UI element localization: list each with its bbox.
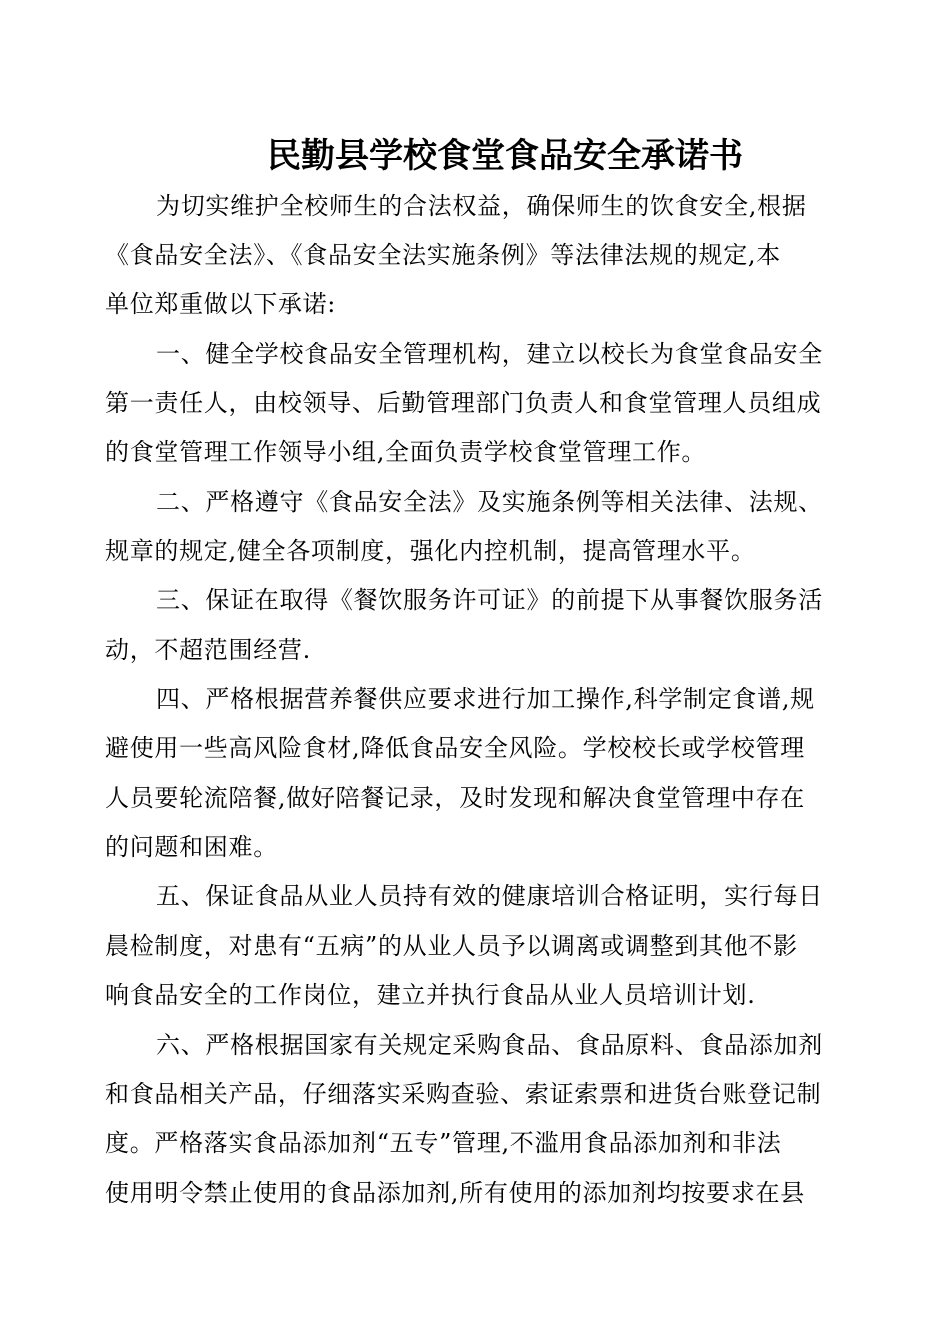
paragraph-line: 第一责任人，由校领导、后勤管理部门负责人和食堂管理人员组成 (105, 389, 822, 417)
paragraph-line: 五、保证食品从业人员持有效的健康培训合格证明，实行每日 (156, 882, 823, 910)
document-title: 民勤县学校食堂食品安全承诺书 (267, 136, 743, 176)
paragraph-line: 人员要轮流陪餐,做好陪餐记录，及时发现和解决食堂管理中存在 (105, 784, 805, 812)
paragraph-line: 避使用一些高风险食材,降低食品安全风险。学校校长或学校管理 (105, 734, 805, 762)
paragraph-line: 晨检制度，对患有“五病”的从业人员予以调离或调整到其他不影 (105, 932, 798, 960)
paragraph-line: 单位郑重做以下承诺: (105, 290, 337, 318)
paragraph-line: 三、保证在取得《餐饮服务许可证》的前提下从事餐饮服务活 (156, 586, 823, 614)
paragraph-line: 《食品安全法》、《食品安全法实施条例》等法律法规的规定,本 (105, 241, 781, 269)
paragraph-line: 为切实维护全校师生的合法权益，确保师生的饮食安全,根据 (156, 192, 807, 220)
paragraph-line: 六、严格根据国家有关规定采购食品、食品原料、食品添加剂 (156, 1031, 823, 1059)
paragraph-line: 和食品相关产品，仔细落实采购查验、索证索票和进货台账登记制 (105, 1080, 822, 1108)
paragraph-line: 使用明令禁止使用的食品添加剂,所有使用的添加剂均按要求在县 (105, 1179, 805, 1207)
paragraph-line: 二、严格遵守《食品安全法》及实施条例等相关法律、法规、 (156, 488, 823, 516)
paragraph-line: 四、严格根据营养餐供应要求进行加工操作,科学制定食谱,规 (156, 685, 815, 713)
paragraph-line: 动，不超范围经营. (105, 636, 311, 664)
paragraph-line: 度。严格落实食品添加剂“五专”管理,不滥用食品添加剂和非法 (105, 1129, 782, 1157)
paragraph-line: 规章的规定,健全各项制度，强化内控机制，提高管理水平。 (105, 537, 756, 565)
paragraph-line: 一、健全学校食品安全管理机构，建立以校长为食堂食品安全 (156, 340, 823, 368)
paragraph-line: 响食品安全的工作岗位，建立并执行食品从业人员培训计划. (105, 981, 756, 1009)
paragraph-line: 的食堂管理工作领导小组,全面负责学校食堂管理工作。 (105, 438, 707, 466)
paragraph-line: 的问题和困难。 (105, 833, 278, 861)
